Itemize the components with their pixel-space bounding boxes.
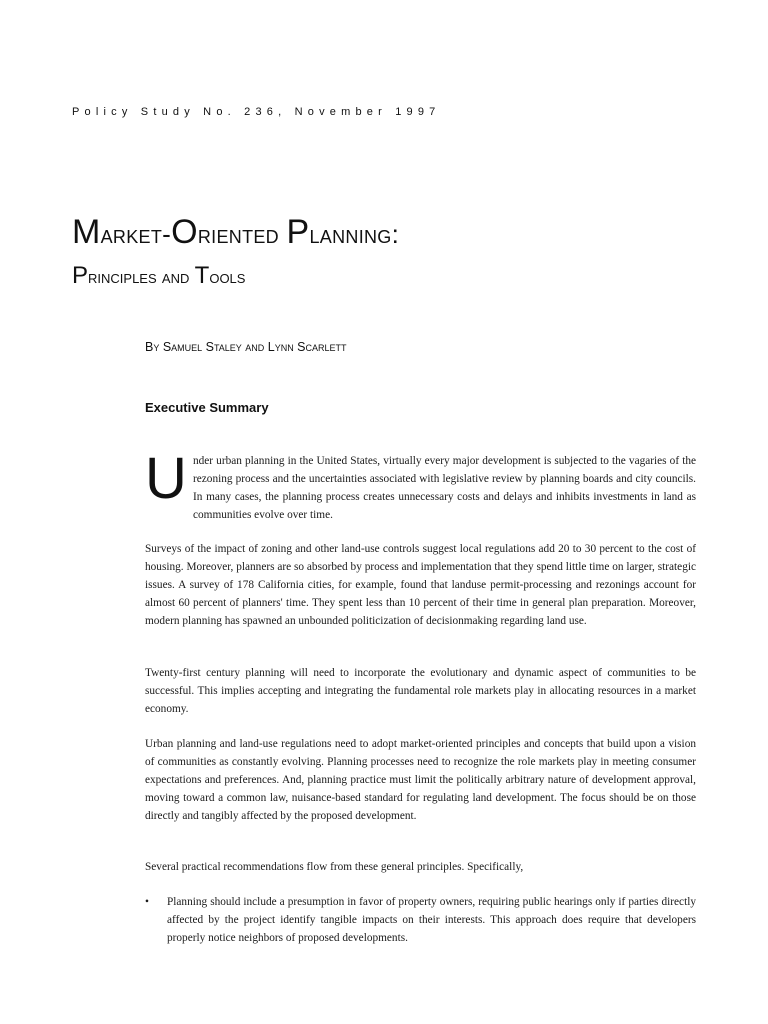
author-byline: By Samuel Staley and Lynn Scarlett bbox=[145, 340, 347, 354]
title-cap-1: M bbox=[72, 213, 101, 251]
paragraph: Twenty-first century planning will need to incorporate the evolutionary and dynamic aspect of communities to be successful. This implies accepting and integrating the fundamental role markets play in allocating resources in a market economy. bbox=[145, 667, 696, 715]
intro-text: nder urban planning in the United States, virtually every major development is subjected to the vagaries of the rezoning process and the uncertainties associated with legislative review by planning boards and city councils. In many cases, the planning process creates unnecessary costs and delays and inhibits investments in land as communities evolve over time. bbox=[193, 455, 696, 521]
subtitle-cap-1: P bbox=[72, 262, 89, 289]
bullet-icon: • bbox=[145, 896, 149, 908]
paragraph: Urban planning and land-use regulations need to adopt market-oriented principles and concepts that build upon a vision of communities as constantly evolving. Planning processes need to recognize the role markets play in meeting consumer expectations and preferences. And, planning practice must limit the politically arbitrary nature of development approval, moving toward a common law, nuisance-based standard for regulating land development. The focus should be on those directly and tangibly affected by the proposed development. bbox=[145, 738, 696, 822]
section-heading: Executive Summary bbox=[145, 400, 269, 415]
bullet-list-item bbox=[145, 893, 696, 947]
title-cap-2: O bbox=[171, 213, 198, 251]
title-rest-3: lanning: bbox=[309, 219, 400, 249]
bullet-text: Planning should include a presumption in favor of property owners, requiring public hearings only if parties directly affected by the project identify tangible impacts on their interests. This approach does require that developers properly notice neighbors of proposed developments. bbox=[167, 896, 696, 944]
intro-paragraph bbox=[145, 446, 696, 524]
title-cap-3: P bbox=[286, 213, 310, 251]
document-title bbox=[72, 214, 399, 251]
series-line: Policy Study No. 236, November 1997 bbox=[72, 106, 441, 118]
drop-cap: U bbox=[145, 446, 187, 511]
title-rest-1: arket- bbox=[100, 219, 172, 249]
document-subtitle bbox=[72, 262, 245, 290]
subtitle-rest-1: rinciples and bbox=[88, 267, 195, 288]
paragraph: Several practical recommendations flow from these general principles. Specifically, bbox=[145, 861, 524, 873]
title-rest-2: riented bbox=[197, 219, 287, 249]
subtitle-rest-2: ools bbox=[209, 267, 246, 288]
subtitle-cap-2: T bbox=[194, 262, 210, 289]
paragraph: Surveys of the impact of zoning and other land-use controls suggest local regulations add 20 to 30 percent to the cost of housing. Moreover, planners are so absorbed by process and implementation that they spend little time on larger, strategic issues. A survey of 178 California cities, for example, found that landuse permit-processing and rezonings account for almost 60 percent of planners' time. They spent less than 10 percent of their time in general plan preparation. Moreover, modern planning has spawned an unbounded politicization of decisionmaking regarding land use. bbox=[145, 543, 696, 627]
